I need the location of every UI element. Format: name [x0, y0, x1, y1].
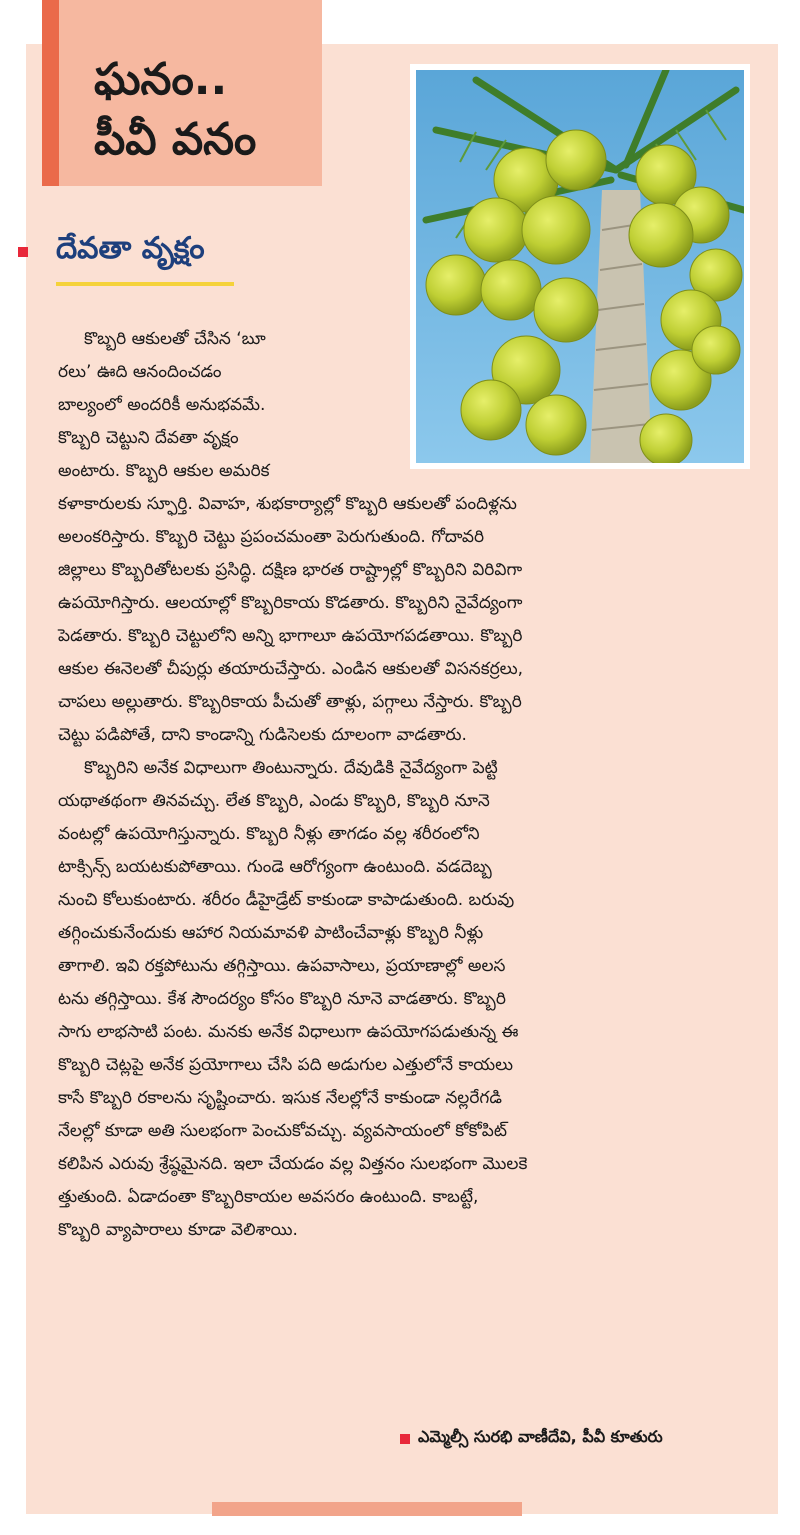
subheading-bullet: [18, 247, 28, 257]
body-line: పెడతారు. కొబ్బరి చెట్టులోని అన్ని భాగాలూ ఉపయోగపడతాయి. కొబ్బరి: [58, 626, 523, 646]
body-line: ఆకుల ఈనెలతో చీపుర్లు తయారుచేస్తారు. ఎండిన ఆకులతో విసనకర్రలు,: [58, 659, 523, 679]
body-line: కొబ్బరి చెట్లపై అనేక ప్రయోగాలు చేసి పది అడుగుల ఎత్తులోనే కాయలు: [58, 1055, 514, 1075]
body-line: ఉపయోగిస్తారు. ఆలయాల్లో కొబ్బరికాయ కొడతారు. కొబ్బరిని నైవేద్యంగా: [58, 593, 523, 613]
body-line: వంటల్లో ఉపయోగిస్తున్నారు. కొబ్బరి నీళ్లు తాగడం వల్ల శరీరంలోని: [58, 824, 480, 844]
author-signature: ఎమ్మెల్సీ సురభి వాణీదేవి, పీవీ కూతురు: [418, 1427, 663, 1446]
signature-bullet: [400, 1434, 410, 1444]
body-line: కొబ్బరి వ్యాపారాలు కూడా వెలిశాయి.: [58, 1220, 298, 1240]
body-line: టాక్సిన్స్ బయటకుపోతాయి. గుండె ఆరోగ్యంగా ఉంటుంది. వడదెబ్బ: [58, 857, 492, 877]
subheading-underline: [56, 282, 234, 286]
bottom-accent-bar: [212, 1502, 522, 1516]
headline-accent-bar: [42, 0, 59, 186]
body-line: జిల్లాలు కొబ్బరితోటలకు ప్రసిద్ధి. దక్షిణ భారత రాష్ట్రాల్లో కొబ్బరిని విరివిగా: [58, 560, 523, 580]
subheading: దేవతా వృక్షం: [56, 231, 205, 266]
headline-line-1: ఘనం..: [94, 54, 228, 105]
body-line: నుంచి కోలుకుంటారు. శరీరం డీహైడ్రేట్ కాకుండా కాపాడుతుంది. బరువు: [58, 890, 515, 910]
body-line: రలు’ ఊది ఆనందించడం: [58, 362, 222, 382]
coconut-tree-photo: [416, 70, 744, 463]
body-line: కొబ్బరి ఆకులతో చేసిన ‘బూ: [84, 329, 266, 349]
body-line: కొబ్బరి చెట్టుని దేవతా వృక్షం: [58, 428, 239, 448]
body-line: తాగాలి. ఇవి రక్తపోటును తగ్గిస్తాయి. ఉపవాసాలు, ప్రయాణాల్లో అలస: [58, 956, 506, 976]
body-line: కాసే కొబ్బరి రకాలను సృష్టించారు. ఇసుక నేలల్లోనే కాకుండా నల్లరేగడి: [58, 1088, 502, 1108]
body-line: కొబ్బరిని అనేక విధాలుగా తింటున్నారు. దేవుడికి నైవేద్యంగా పెట్టి: [84, 758, 498, 778]
body-line: అంటారు. కొబ్బరి ఆకుల అమరిక: [58, 461, 270, 481]
body-line: కళాకారులకు స్ఫూర్తి. వివాహ, శుభకార్యాల్లో కొబ్బరి ఆకులతో పందిళ్లను: [58, 494, 517, 514]
headline-line-2: పీవీ వనం: [94, 114, 257, 165]
body-line: కలిపిన ఎరువు శ్రేష్ఠమైనది. ఇలా చేయడం వల్ల విత్తనం సులభంగా మొలకె: [58, 1154, 528, 1174]
body-line: నేలల్లో కూడా అతి సులభంగా పెంచుకోవచ్చు. వ్యవసాయంలో కోకోపిట్: [58, 1121, 507, 1141]
body-line: అలంకరిస్తారు. కొబ్బరి చెట్టు ప్రపంచమంతా పెరుగుతుంది. గోదావరి: [58, 527, 485, 547]
body-line: చాపలు అల్లుతారు. కొబ్బరికాయ పీచుతో తాళ్లు, పగ్గాలు నేస్తారు. కొబ్బరి: [58, 692, 522, 712]
body-line: యథాతథంగా తినవచ్చు. లేత కొబ్బరి, ఎండు కొబ్బరి, కొబ్బరి నూనె: [58, 791, 490, 811]
photo-frame: [410, 64, 750, 469]
body-line: చెట్టు పడిపోతే, దాని కాండాన్ని గుడిసెలకు దూలంగా వాడతారు.: [58, 725, 467, 745]
body-line: టను తగ్గిస్తాయి. కేశ సౌందర్యం కోసం కొబ్బరి నూనె వాడతారు. కొబ్బరి: [58, 989, 506, 1009]
body-line: బాల్యంలో అందరికీ అనుభవమే.: [58, 395, 266, 415]
body-line: సాగు లాభసాటి పంట. మనకు అనేక విధాలుగా ఉపయోగపడుతున్న ఈ: [58, 1022, 519, 1042]
body-line: త్తుతుంది. ఏడాదంతా కొబ్బరికాయల అవసరం ఉంటుంది. కాబట్టే,: [58, 1187, 479, 1207]
body-line: తగ్గించుకునేందుకు ఆహార నియమావళి పాటించేవాళ్లు కొబ్బరి నీళ్లు: [58, 923, 484, 943]
